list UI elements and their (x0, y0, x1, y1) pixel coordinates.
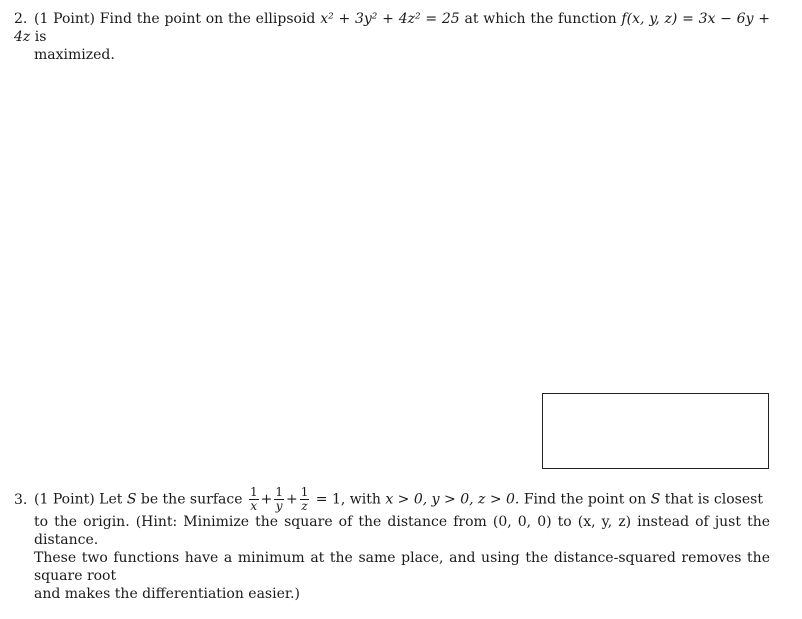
problem-3-line-3: These two functions have a minimum at the same place, and using the distance-squared removes the square root (34, 550, 770, 584)
fraction-1-over-x (249, 486, 259, 513)
fraction-2-numerator: 1 (275, 485, 283, 499)
surface-symbol-2: S (650, 491, 661, 508)
fraction-1-over-z (300, 486, 310, 513)
problem-3-line-4: and makes the differentiation easier.) (34, 586, 300, 602)
problem-2-function: f(x, y, z) = 3x − 6y + 4z (14, 11, 770, 45)
problem-2 (14, 10, 770, 64)
constraints: x > 0, y > 0, z > 0. (385, 491, 520, 508)
problem-3-points: (1 Point) (34, 491, 95, 508)
answer-box[interactable] (542, 393, 769, 469)
fraction-1-denominator: x (250, 499, 258, 513)
fraction-3-numerator: 1 (300, 485, 309, 499)
equals-one: = 1, with (315, 491, 381, 508)
problem-3-text-before: Let (99, 491, 123, 508)
fraction-1-over-y (274, 486, 284, 513)
problem-3-line-2: to the origin. (Hint: Minimize the square of the distance from (0, 0, 0) to (x, y, z) instead of just the distance. (34, 514, 770, 548)
surface-symbol: S (126, 491, 137, 508)
fraction-3-denominator: z (301, 499, 308, 513)
problem-3-number: 3. (14, 491, 28, 508)
problem-2-number: 2. (14, 11, 28, 27)
problem-2-line-2: maximized. (34, 47, 115, 63)
problem-3-text-be: be the surface (140, 491, 243, 508)
problem-2-text-before: Find the point on the ellipsoid (99, 11, 316, 27)
plus-sign-1: + (260, 491, 273, 508)
fraction-1-numerator: 1 (249, 485, 258, 499)
fraction-2-denominator: y (275, 499, 283, 513)
problem-3-text-closest: that is closest (664, 491, 763, 508)
problem-2-text-mid: at which the function (464, 11, 617, 27)
problem-2-text-after: is (34, 29, 47, 45)
problem-2-points: (1 Point) (34, 11, 96, 27)
problem-3 (14, 486, 770, 603)
problem-3-text-find: Find the point on (523, 491, 647, 508)
plus-sign-2: + (285, 491, 298, 508)
problem-2-equation: x² + 3y² + 4z² = 25 (320, 11, 460, 27)
